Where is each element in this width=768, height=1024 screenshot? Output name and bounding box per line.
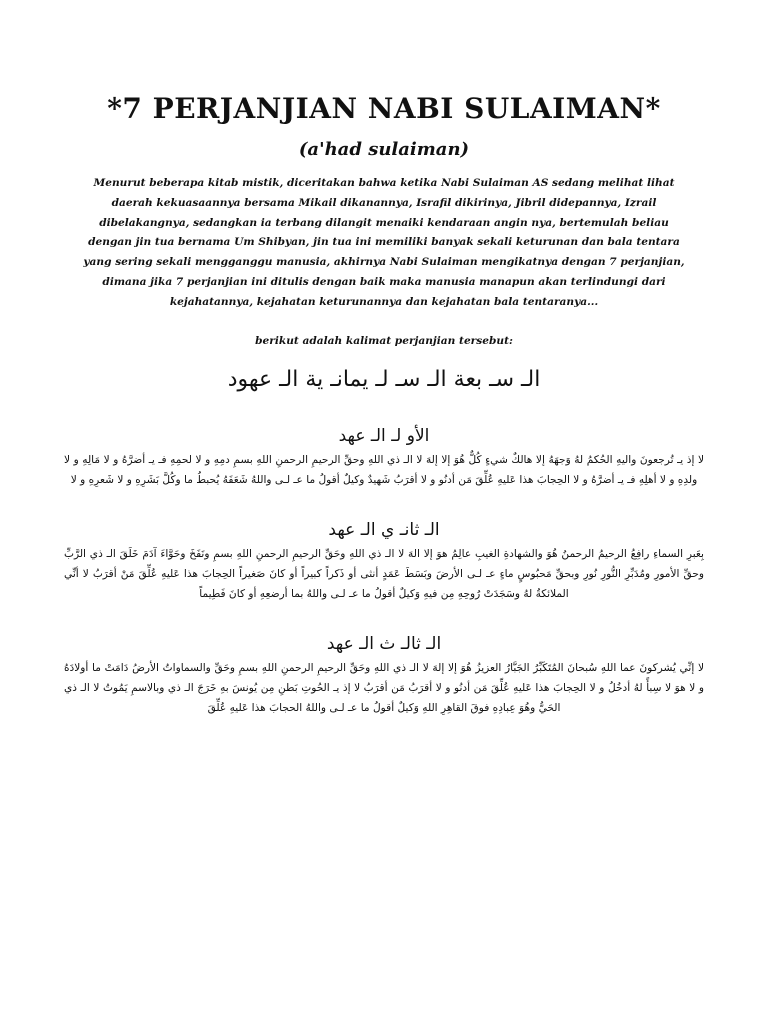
arabic-heading: الـ سـ بعة الـ سـ لـ يمانـ ية الـ عهود — [227, 366, 541, 392]
intro-paragraph: Menurut beberapa kitab mistik, diceritakan bahwa ketika Nabi Sulaiman AS sedang melihat lihat daerah kekuasaannya bersama Mikail dikanannya, Israfil dikirinya, Jibril didepannya, Izrail dibelakangnya, sedangkan ia terbang dilangit menaiki kendaraan angin nya, bertemulah beliau dengan jin tua bernama Um Shibyan, jin tua ini memiliki banyak sekali keturunan dan bala tentara yang sering sekali mengganggu manusia, akhirnya Nabi Sulaiman mengikatnya dengan 7 perjanjian, dimana jika 7 perjanjian ini ditulis dengan baik maka manusia manapun akan terlindungi dari kejahatannya, kejahatan keturunannya dan kejahatan bala tentaranya... — [83, 177, 685, 308]
section-body: لا إذ يـ تُرجعونَ واليهِ الحُكمُ لهُ وَجهَهُ إلا هالكٌ شيءٍ كُلٌّ هُوَ إلا إلهَ لا الـ ذي اللهِ وحقِّ الرحيمِ الرحمنِ اللهِ بسمِ دمِهِ و لا لحمِهِ فـ يـ أضرَّهُ و لا مَالِهِ و لا ولدِهِ و لا أهلِهِ فـ يـ أضرَّهُ و لا الحِجابَ هذا عَليهِ عُلِّقَ مَن أدنُو و لا أقرَبُ شَهيدٌ وكيلٌ أقولُ ما عـ لـى واللهُ شَعَفَهُ يُحبطُ ما وكُلَّ بَشَرِهِ و لا شَعرِهِ و لا — [64, 453, 704, 486]
covenant-section-2 — [64, 519, 704, 604]
sub-intro: berikut adalah kalimat perjanjian tersebut: — [255, 334, 513, 347]
covenant-section-3 — [64, 633, 704, 718]
document-subtitle: (a'had sulaiman) — [298, 139, 470, 160]
section-body: بِعَبرِ السماءِ رافِعُ الرحيمُ الرحمنُ هُوَ والشهادةِ الغيبِ عالِمُ هوَ إلا الهَ لا الـ ذي اللهِ وحَقِّ الرحيمِ الرحمنِ اللهِ بسمِ ونَفَخَ وحَوَّاءَ آدَمَ خَلَقَ الـ ذي الرَّبِّ وحقِّ الأمورِ ومُدَبِّرِ النُّورِ نُورِ وبحقِّ مَحبُوسٍ ماءٍ عـ لـى الأرضَ وبَسَطَ عَمَدٍ أنثى أو ذَكراً كبيراً أو كانَ صَغيراً الحِجابَ هذا عَليهِ عُلِّقَ مَنْ أقرَبُ لا أنِّي الملائكةُ لهُ وسَجَدَتْ رُوحِهِ مِن فيهِ وَكيلٌ أقولُ ما عـ لـى واللهُ بما أرضعِهِ أو كانَ فَطِيماً — [64, 547, 704, 600]
section-title: الـ ثانـ ي الـ عهد — [328, 519, 440, 540]
document-title: *7 PERJANJIAN NABI SULAIMAN* — [107, 92, 661, 125]
section-title: الأو لـ الـ عهد — [338, 425, 430, 446]
covenant-section-1 — [64, 425, 704, 490]
section-body: لا إنِّي يُشركونَ عما اللهِ سُبحانَ المُتَكَبِّرُ الجَبَّارُ العزيزُ هُوَ إلا إلهَ لا الـ ذي اللهِ وحَقِّ الرحيمِ الرحمنِ اللهِ بسمِ وحَقِّ والسماواتُ الأرضُ دَامَتْ ما أولادَهُ و لا هوَ لا سِبأً لهُ أدخُلُ و لا الحِجابَ هذا عَليهِ عُلِّقَ مَن أدنُو و لا أقرَبُ مَن أقرَبُ لا إذ يـ الحُوتِ بَطنِ مِن يُونسَ بهِ خَرَجَ الـ ذي وبالاسمِ يَمُوتُ لا الـ ذي الحَيُّ وهُوَ عِبادِهِ فوقَ القاهِرِ اللهِ وَكيلٌ أقولُ ما عـ لـى واللهُ الحجابَ هذا عَليهِ عُلِّقَ — [64, 661, 704, 714]
section-title: الـ ثالـ ث الـ عهد — [326, 633, 442, 654]
